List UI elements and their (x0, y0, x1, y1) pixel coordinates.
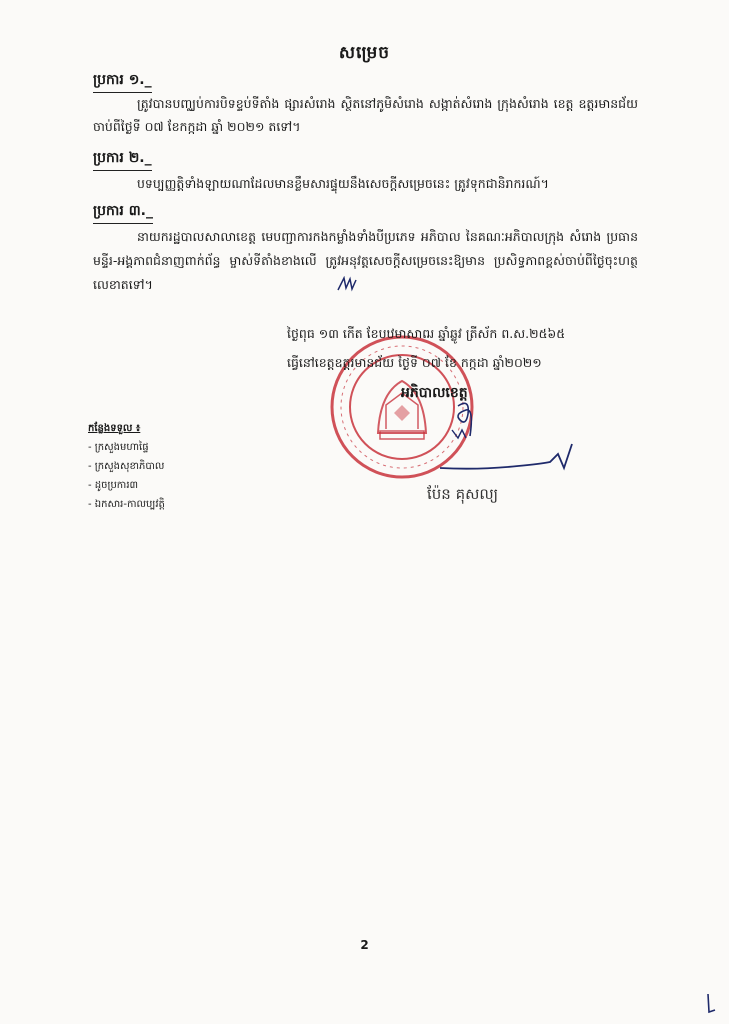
place-and-date: ធ្វើនៅខេត្តឧត្តរមានជ័យ ថ្ងៃទី ០៧ ខែ កក្កដា ឆ្នាំ២០២១ (287, 355, 542, 370)
article-3-text: នាយករដ្ឋបាលសាលាខេត្ត មេបញ្ជាការកងកម្លាំងទាំងបីប្រភេទ អភិបាល នៃគណៈអភិបាលក្រុង សំរោង ប្រធានមន្ទីរ-អង្គភាពជំនាញពាក់ព័ន្ធ ម្ចាស់ទីតាំងខាងលើ ត្រូវអនុវត្តសេចក្តីសម្រេចនេះឱ្យមាន ប្រសិទ្ធភាពខ្ពស់ចាប់ពីថ្ងៃចុះហត្ថលេខាតទៅ។ (93, 229, 638, 292)
recipient-item: - ឯកសារ-កាលប្បវត្តិ (88, 499, 165, 510)
recipient-item: - ក្រសួងសុខាភិបាល (88, 461, 165, 472)
page-number: 2 (360, 938, 369, 952)
recipient-item: - ក្រសួងមហាផ្ទៃ (88, 442, 149, 453)
recipients-heading: កន្លែងទទួល ៖ (88, 423, 141, 434)
handwritten-signature-icon (440, 396, 580, 486)
recipient-item: - ដូចប្រការ៣ (88, 480, 139, 491)
article-1-label: ប្រការ ១._ (93, 70, 152, 93)
document-title: សម្រេច (338, 43, 391, 63)
signatory-title: អភិបាលខេត្ត (401, 385, 468, 401)
corner-pen-mark-icon (702, 992, 718, 1016)
article-3-label: ប្រការ ៣._ (93, 201, 153, 224)
article-2-text: បទប្បញ្ញត្តិទាំងឡាយណាដែលមានខ្លឹមសារផ្ទុយនឹងសេចក្តីសម្រេចនេះ ត្រូវទុកជានិរាករណ៍។ (137, 176, 549, 191)
signatory-name: ប៉ែន គុសល្យ (427, 485, 499, 503)
lunar-date: ថ្ងៃពុធ ១៣ កើត ខែបឋមាសាឍ ឆ្នាំឆ្លូវ ត្រីស័ក ព.ស.២៥៦៥ (287, 326, 566, 341)
initials-mark-icon (336, 276, 358, 292)
article-1-text: ត្រូវបានបញ្ឈប់ការបិទខ្ទប់ទីតាំង ផ្សារសំរោង ស្ថិតនៅភូមិសំរោង សង្កាត់សំរោង ក្រុងសំរោង ខេត្ត ឧត្តរមានជ័យ ចាប់ពីថ្ងៃទី ០៧ ខែកក្កដា ឆ្នាំ ២០២១ តទៅ។ (93, 96, 638, 134)
recipients-list (88, 419, 165, 514)
article-2-label: ប្រការ ២._ (93, 148, 152, 171)
